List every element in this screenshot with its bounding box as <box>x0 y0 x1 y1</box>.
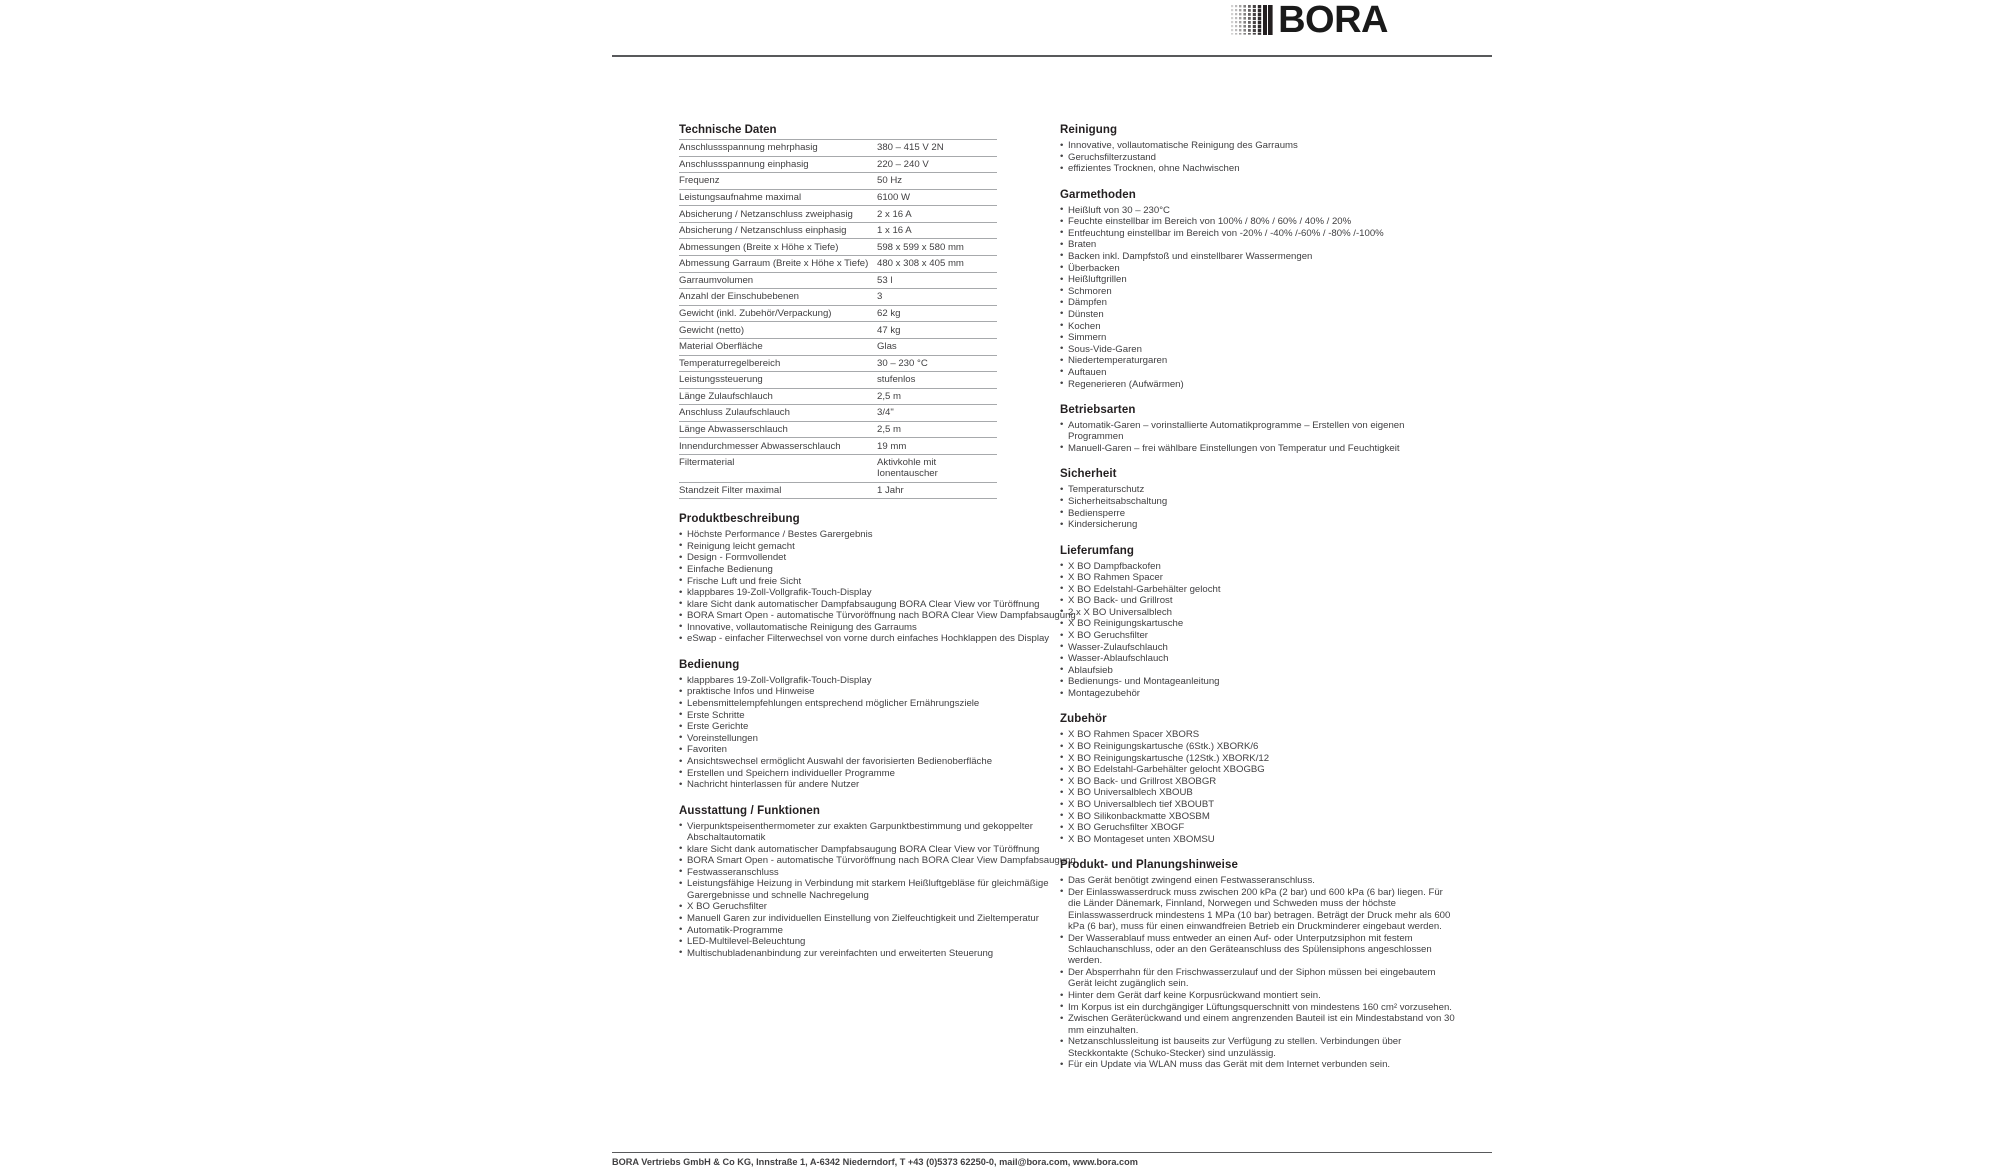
produktbeschreibung-list <box>679 529 1079 645</box>
list-item: • klappbares 19-Zoll-Vollgrafik-Touch-Display <box>679 675 1079 686</box>
spec-value: 53 l <box>877 272 997 289</box>
list-item: • klappbares 19-Zoll-Vollgrafik-Touch-Display <box>679 587 1079 598</box>
list-item: • X BO Edelstahl-Garbehälter gelocht XBOGBG <box>1060 764 1460 775</box>
list-item: • Netzanschlussleitung ist bauseits zur Verfügung zu stellen. Verbindungen über Steckkontakte (Schuko-Stecker) sind unzulässig. <box>1060 1036 1460 1059</box>
list-item: • Ansichtswechsel ermöglicht Auswahl der favorisierten Bedienoberfläche <box>679 756 1079 767</box>
list-item: • Erstellen und Speichern individueller Programme <box>679 768 1079 779</box>
table-row <box>679 305 997 322</box>
reinigung-list <box>1060 140 1460 175</box>
table-row <box>679 454 997 482</box>
list-item: • Design - Formvollendet <box>679 552 1079 563</box>
spec-value: 1 Jahr <box>877 482 997 499</box>
ausstattung-title: Ausstattung / Funktionen <box>679 804 821 817</box>
list-item: • Das Gerät benötigt zwingend einen Festwasseranschluss. <box>1060 875 1460 886</box>
technical-data-body <box>679 140 997 499</box>
list-item: • X BO Rahmen Spacer <box>1060 572 1460 583</box>
list-item: • Leistungsfähige Heizung in Verbindung mit starkem Heißluftgebläse für gleichmäßige Garergebnisse und schnelle Nachregelung <box>679 878 1079 901</box>
list-item: • Bediensperre <box>1060 508 1460 519</box>
bora-wordmark: BORA <box>1278 0 1388 41</box>
spec-value: Glas <box>877 338 997 355</box>
list-item: • Einfache Bedienung <box>679 564 1079 575</box>
table-row <box>679 405 997 422</box>
lieferumfang-list <box>1060 561 1460 700</box>
spec-value: 19 mm <box>877 438 997 455</box>
produktbeschreibung-title: Produktbeschreibung <box>679 513 800 526</box>
sicherheit-list <box>1060 484 1460 530</box>
bora-logo <box>1231 0 1388 41</box>
list-item: • Regenerieren (Aufwärmen) <box>1060 379 1460 390</box>
footer-company-info: BORA Vertriebs GmbH & Co KG, Innstraße 1, A-6342 Niederndorf, T +43 (0)5373 62250-0, mail@bora.com, www.bora.com <box>612 1157 1138 1167</box>
list-item: • Der Einlasswasserdruck muss zwischen 200 kPa (2 bar) und 600 kPa (6 bar) liegen. Für die Länder Dänemark, Finnland, Norwegen und Schweden muss der höchste Einlasswasserdruck mindestens 1 MPa (10 bar) betragen. Beträgt der Druck mehr als 600 kPa (6 bar), muss für einen einwandfreien Betrieb ein Druckminderer eingebaut werden. <box>1060 887 1460 933</box>
list-item: • X BO Silikonbackmatte XBOSBM <box>1060 811 1460 822</box>
list-item: • Festwasseranschluss <box>679 867 1079 878</box>
spec-label: Abmessung Garraum (Breite x Höhe x Tiefe) <box>679 256 877 273</box>
spec-label: Gewicht (netto) <box>679 322 877 339</box>
spec-label: Garraumvolumen <box>679 272 877 289</box>
spec-label: Abmessungen (Breite x Höhe x Tiefe) <box>679 239 877 256</box>
spec-value: 220 – 240 V <box>877 156 997 173</box>
spec-label: Standzeit Filter maximal <box>679 482 877 499</box>
list-item: • Multischubladenanbindung zur vereinfachten und erweiterten Steuerung <box>679 948 1079 959</box>
list-item: • Wasser-Ablaufschlauch <box>1060 653 1460 664</box>
list-item: • Schmoren <box>1060 286 1460 297</box>
right-column <box>1060 124 1460 1085</box>
spec-value: 1 x 16 A <box>877 222 997 239</box>
list-item: • LED-Multilevel-Beleuchtung <box>679 936 1079 947</box>
list-item: • Braten <box>1060 239 1460 250</box>
list-item: • X BO Back- und Grillrost XBOBGR <box>1060 776 1460 787</box>
list-item: • eSwap - einfacher Filterwechsel von vorne durch einfaches Hochklappen des Display <box>679 633 1079 644</box>
spec-label: Absicherung / Netzanschluss zweiphasig <box>679 206 877 223</box>
list-item: • klare Sicht dank automatischer Dampfabsaugung BORA Clear View vor Türöffnung <box>679 844 1079 855</box>
section-zubehoer <box>1060 713 1460 845</box>
list-item: • Für ein Update via WLAN muss das Gerät mit dem Internet verbunden sein. <box>1060 1059 1460 1070</box>
list-item: • Bedienungs- und Montageanleitung <box>1060 676 1460 687</box>
spec-label: Anschlussspannung einphasig <box>679 156 877 173</box>
table-row <box>679 421 997 438</box>
list-item: • Geruchsfilterzustand <box>1060 152 1460 163</box>
list-item: • praktische Infos und Hinweise <box>679 686 1079 697</box>
list-item: • Heißluft von 30 – 230°C <box>1060 205 1460 216</box>
list-item: • Der Absperrhahn für den Frischwasserzulauf und der Siphon müssen bei eingebautem Gerät leicht zugänglich sein. <box>1060 967 1460 990</box>
list-item: • Niedertemperaturgaren <box>1060 355 1460 366</box>
sicherheit-title: Sicherheit <box>1060 468 1117 481</box>
table-row <box>679 482 997 499</box>
spec-value: 6100 W <box>877 189 997 206</box>
left-column <box>679 124 1079 973</box>
spec-label: Länge Zulaufschlauch <box>679 388 877 405</box>
list-item: • X BO Geruchsfilter <box>679 901 1079 912</box>
list-item: • Manuell Garen zur individuellen Einstellung von Zielfeuchtigkeit und Zieltemperatur <box>679 913 1079 924</box>
spec-label: Leistungsaufnahme maximal <box>679 189 877 206</box>
list-item: • Kochen <box>1060 321 1460 332</box>
table-row <box>679 156 997 173</box>
section-ausstattung <box>679 805 1079 960</box>
ausstattung-list <box>679 821 1079 960</box>
list-item: • X BO Universalblech tief XBOUBT <box>1060 799 1460 810</box>
spec-label: Gewicht (inkl. Zubehör/Verpackung) <box>679 305 877 322</box>
spec-label: Temperaturregelbereich <box>679 355 877 372</box>
zubehoer-list <box>1060 729 1460 845</box>
spec-label: Leistungssteuerung <box>679 372 877 389</box>
spec-value: stufenlos <box>877 372 997 389</box>
list-item: • X BO Reinigungskartusche <box>1060 618 1460 629</box>
list-item: • Voreinstellungen <box>679 733 1079 744</box>
spec-value: 380 – 415 V 2N <box>877 140 997 157</box>
list-item: • Dünsten <box>1060 309 1460 320</box>
list-item: • X BO Geruchsfilter XBOGF <box>1060 822 1460 833</box>
table-row <box>679 173 997 190</box>
list-item: • Temperaturschutz <box>1060 484 1460 495</box>
table-row <box>679 388 997 405</box>
page-footer <box>612 1152 1492 1168</box>
list-item: • X BO Dampfbackofen <box>1060 561 1460 572</box>
list-item: • X BO Reinigungskartusche (6Stk.) XBORK/6 <box>1060 741 1460 752</box>
technical-data-title: Technische Daten <box>679 124 777 136</box>
list-item: • BORA Smart Open - automatische Türvoröffnung nach BORA Clear View Dampfabsaugung <box>679 610 1079 621</box>
spec-label: Innendurchmesser Abwasserschlauch <box>679 438 877 455</box>
list-item: • Lebensmittelempfehlungen entsprechend möglicher Ernährungsziele <box>679 698 1079 709</box>
garmethoden-title: Garmethoden <box>1060 188 1136 201</box>
header-divider <box>612 55 1492 57</box>
list-item: • Montagezubehör <box>1060 688 1460 699</box>
planungshinweise-list <box>1060 875 1460 1070</box>
table-row <box>679 272 997 289</box>
list-item: • Auftauen <box>1060 367 1460 378</box>
spec-label: Filtermaterial <box>679 454 877 482</box>
planungshinweise-title: Produkt- und Planungshinweise <box>1060 859 1238 872</box>
list-item: • X BO Geruchsfilter <box>1060 630 1460 641</box>
spec-label: Absicherung / Netzanschluss einphasig <box>679 222 877 239</box>
list-item: • Dämpfen <box>1060 297 1460 308</box>
bora-dot-matrix-logo-icon <box>1231 5 1275 35</box>
section-planungshinweise <box>1060 859 1460 1070</box>
list-item: • X BO Rahmen Spacer XBORS <box>1060 729 1460 740</box>
table-row <box>679 222 997 239</box>
list-item: • Innovative, vollautomatische Reinigung des Garraums <box>1060 140 1460 151</box>
spec-value: 50 Hz <box>877 173 997 190</box>
spec-value: 480 x 308 x 405 mm <box>877 256 997 273</box>
spec-value: 2 x 16 A <box>877 206 997 223</box>
list-item: • Favoriten <box>679 744 1079 755</box>
section-produktbeschreibung <box>679 513 1079 645</box>
list-item: • effizientes Trocknen, ohne Nachwischen <box>1060 163 1460 174</box>
spec-value: Aktivkohle mit Ionentauscher <box>877 454 997 482</box>
list-item: • Überbacken <box>1060 263 1460 274</box>
reinigung-title: Reinigung <box>1060 124 1118 136</box>
list-item: • Der Wasserablauf muss entweder an einen Auf- oder Unterputzsiphon mit festem Schlauchanschluss, oder an den Geräteanschluss des Spülensiphons angeschlossen werden. <box>1060 933 1460 967</box>
list-item: • Erste Gerichte <box>679 721 1079 732</box>
list-item: • Erste Schritte <box>679 710 1079 721</box>
list-item: • Feuchte einstellbar im Bereich von 100% / 80% / 60% / 40% / 20% <box>1060 216 1460 227</box>
list-item: • Wasser-Zulaufschlauch <box>1060 642 1460 653</box>
list-item: • klare Sicht dank automatischer Dampfabsaugung BORA Clear View vor Türöffnung <box>679 599 1079 610</box>
page-header <box>0 0 2000 64</box>
list-item: • BORA Smart Open - automatische Türvoröffnung nach BORA Clear View Dampfabsaugung <box>679 855 1079 866</box>
spec-value: 3/4" <box>877 405 997 422</box>
table-row <box>679 206 997 223</box>
list-item: • Nachricht hinterlassen für andere Nutzer <box>679 779 1079 790</box>
section-bedienung <box>679 659 1079 791</box>
spec-value: 30 – 230 °C <box>877 355 997 372</box>
list-item: • Frische Luft und freie Sicht <box>679 576 1079 587</box>
spec-value: 3 <box>877 289 997 306</box>
bedienung-list <box>679 675 1079 791</box>
list-item: • X BO Reinigungskartusche (12Stk.) XBORK/12 <box>1060 753 1460 764</box>
list-item: • Simmern <box>1060 332 1460 343</box>
zubehoer-title: Zubehör <box>1060 713 1107 726</box>
spec-value: 2,5 m <box>877 421 997 438</box>
list-item: • Im Korpus ist ein durchgängiger Lüftungsquerschnitt von mindestens 160 cm² vorzusehen. <box>1060 1002 1460 1013</box>
list-item: • Kindersicherung <box>1060 519 1460 530</box>
list-item: • Zwischen Geräterückwand und einem angrenzenden Bauteil ist ein Mindestabstand von 30 mm einzuhalten. <box>1060 1013 1460 1036</box>
list-item: • Automatik-Programme <box>679 925 1079 936</box>
lieferumfang-title: Lieferumfang <box>1060 544 1135 557</box>
section-sicherheit <box>1060 468 1460 530</box>
list-item: • X BO Montageset unten XBOMSU <box>1060 834 1460 845</box>
list-item: • Automatik-Garen – vorinstallierte Automatikprogramme – Erstellen von eigenen Programmen <box>1060 420 1460 443</box>
section-reinigung <box>1060 124 1460 175</box>
list-item: • X BO Back- und Grillrost <box>1060 595 1460 606</box>
list-item: • Hinter dem Gerät darf keine Korpusrückwand montiert sein. <box>1060 990 1460 1001</box>
section-betriebsarten <box>1060 404 1460 454</box>
spec-value: 62 kg <box>877 305 997 322</box>
spec-label: Anschluss Zulaufschlauch <box>679 405 877 422</box>
list-item: • Backen inkl. Dampfstoß und einstellbarer Wassermengen <box>1060 251 1460 262</box>
garmethoden-list <box>1060 205 1460 390</box>
betriebsarten-list <box>1060 420 1460 454</box>
spec-label: Länge Abwasserschlauch <box>679 421 877 438</box>
list-item: • X BO Universalblech XBOUB <box>1060 787 1460 798</box>
list-item: • Reinigung leicht gemacht <box>679 541 1079 552</box>
table-row <box>679 355 997 372</box>
spec-value: 47 kg <box>877 322 997 339</box>
list-item: • Innovative, vollautomatische Reinigung des Garraums <box>679 622 1079 633</box>
table-row <box>679 338 997 355</box>
table-row <box>679 189 997 206</box>
betriebsarten-title: Betriebsarten <box>1060 403 1136 416</box>
section-garmethoden <box>1060 189 1460 390</box>
spec-value: 2,5 m <box>877 388 997 405</box>
spec-label: Anzahl der Einschubebenen <box>679 289 877 306</box>
table-row <box>679 438 997 455</box>
table-row <box>679 140 997 157</box>
list-item: • Vierpunktspeisenthermometer zur exakten Garpunktbestimmung und gekoppelter Abschaltautomatik <box>679 821 1079 844</box>
spec-label: Material Oberfläche <box>679 338 877 355</box>
table-row <box>679 256 997 273</box>
list-item: • Höchste Performance / Bestes Garergebnis <box>679 529 1079 540</box>
table-row <box>679 372 997 389</box>
list-item: • Heißluftgrillen <box>1060 274 1460 285</box>
table-row <box>679 239 997 256</box>
bedienung-title: Bedienung <box>679 658 740 671</box>
list-item: • Sous-Vide-Garen <box>1060 344 1460 355</box>
list-item: • Ablaufsieb <box>1060 665 1460 676</box>
spec-value: 598 x 599 x 580 mm <box>877 239 997 256</box>
list-item: • Entfeuchtung einstellbar im Bereich von -20% / -40% /-60% / -80% /-100% <box>1060 228 1460 239</box>
table-row <box>679 289 997 306</box>
section-lieferumfang <box>1060 545 1460 700</box>
table-row <box>679 322 997 339</box>
list-item: • X BO Edelstahl-Garbehälter gelocht <box>1060 584 1460 595</box>
list-item: • Sicherheitsabschaltung <box>1060 496 1460 507</box>
spec-label: Anschlussspannung mehrphasig <box>679 140 877 157</box>
list-item: • Manuell-Garen – frei wählbare Einstellungen von Temperatur und Feuchtigkeit <box>1060 443 1460 454</box>
technical-data-table <box>679 124 997 499</box>
list-item: • 2 x X BO Universalblech <box>1060 607 1460 618</box>
spec-label: Frequenz <box>679 173 877 190</box>
